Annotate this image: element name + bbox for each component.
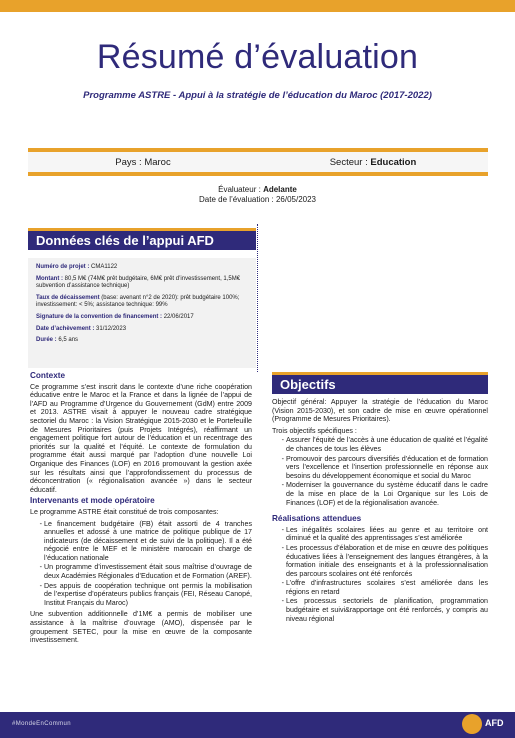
sector-cell <box>258 152 488 172</box>
signature-row: Signature de la convention de financement : 22/06/2017 <box>36 313 194 320</box>
list-item: • Les processus sectoriels de planification, programmation budgétaire et suivi&rapportage ont été renforcés, y compris au niveau régional <box>286 597 488 623</box>
project-number-row: Numéro de projet : CMA1122 <box>36 264 118 270</box>
key-data-heading: Données clés de l’appui AFD <box>28 228 256 250</box>
afd-logo-icon <box>462 714 482 734</box>
evaluator-label: Évaluateur : <box>218 185 261 194</box>
general-objective: Objectif général: Appuyer la stratégie de l’éducation du Maroc (Vision 2015-2030), et son cadre de mise en œuvre opérationnel (Programme de Mesures Prioritaires). <box>272 398 488 424</box>
objectives-list <box>272 436 488 507</box>
page-title: Résumé d’évaluation <box>96 38 419 76</box>
country-label: Pays : <box>115 156 142 168</box>
results-list <box>272 526 488 624</box>
right-column <box>272 398 488 626</box>
sector-label: Secteur : <box>329 156 368 168</box>
country-value: Maroc <box>144 156 171 168</box>
page-subtitle: Programme ASTRE - Appui à la stratégie de l’éducation du Maroc (2017-2022) <box>83 90 432 101</box>
afd-logo-text: AFD <box>485 718 504 728</box>
context-text: Ce programme s’est inscrit dans le contexte d’une riche coopération éducative entre le Maroc et la France et dans la lignée de l’appui de l’AFD au Programme d’Urgence du Gouvernement (GdM) entre 2009 et 2013. ASTRE visait à appuyer le nouveau cadre stratégique sectoriel du Maroc : la Vision Stratégique 2015-2030 et le Portefeuille de Mesures Prioritaires (puis Projets Intégrés), réaffirmant un engagement politique fort autour de l’éducation et un recentrage des priorités sur la qualité et l’équité. Le contexte de formulation du programme était aussi marqué par l’adoption d’une nouvelle Loi Organique des Finances (LOF) en 2016 promouvant la gestion axée sur les résultats ainsi que l’approfondissement du processus de déconcentration (« régionalisation avancée ») dans le secteur éducatif. <box>30 382 252 494</box>
context-heading: Contexte <box>30 371 66 380</box>
stakeholders-heading: Intervenants et mode opératoire <box>30 496 155 506</box>
specific-objectives-label: Trois objectifs spécifiques : <box>272 426 357 435</box>
list-item: • Des appuis de coopération technique ont permis la mobilisation de l’expertise d’opérateurs publics français (FEI, Réseau Canopé, Institut Français du Maroc) <box>44 582 252 608</box>
key-data-box <box>28 258 256 368</box>
list-item: • Moderniser la gouvernance du système éducatif dans le cadre de la mise en place de la Loi Organique sur les Lois de Finances (LOF) et de la régionalisation avancée. <box>286 481 488 507</box>
disbursement-row: Taux de décaissement (base: avenant n°2 de 2020): prêt budgétaire 100%; investissement: < 5%; assistance technique: 99% <box>36 294 240 309</box>
stakeholders-outro: Une subvention additionnelle d’1M€ a permis de mobiliser une assistance à la maîtrise d’ouvrage (AMO), dispensée par le groupement SETEC, pour la mise en œuvre de la composante investissement. <box>30 610 252 645</box>
objectives-heading: Objectifs <box>272 372 488 394</box>
top-accent-bar <box>0 0 515 12</box>
results-heading: Réalisations attendues <box>272 514 362 524</box>
list-item: • Les processus d’élaboration et de mise en œuvre des politiques éducatives liées à l’enseignement des langues étrangères, à la formation initiale des enseignants et à la professionnalisation des parcours scolaires ont été renforcés <box>286 544 488 578</box>
evaluator-value: Adelante <box>263 185 297 194</box>
list-item: • Le financement budgétaire (FB) était assorti de 4 tranches annuelles et adossé à une matrice de politique publique de 17 indicateurs (de décaissement et de suivi de la politique). Il a été négocié entre le MEF et le ministère marocain en charge de l’éducation nationale <box>44 520 252 563</box>
list-item: • Assurer l’équité de l’accès à une éducation de qualité et l’égalité de chances de tous les élèves <box>286 436 488 453</box>
eval-date-label: Date de l’évaluation : <box>199 195 274 204</box>
column-divider <box>257 224 258 372</box>
completion-row: Date d’achèvement : 31/12/2023 <box>36 325 127 332</box>
footer-bar <box>0 712 515 738</box>
evaluation-info <box>0 185 515 205</box>
amount-row: Montant : 80,5 M€ (74M€ prêt budgétaire, 6M€ prêt d’investissement, 1,5M€ subvention d’assistance technique) <box>36 275 241 290</box>
footer-hashtag: #MondeEnCommun <box>12 721 71 727</box>
country-cell <box>28 152 258 172</box>
eval-date-value: 26/05/2023 <box>275 195 316 204</box>
duration-row: Durée : 6,5 ans <box>36 337 79 344</box>
components-list <box>30 520 252 608</box>
info-bar <box>28 148 488 176</box>
list-item: • Les inégalités scolaires liées au genre et au territoire ont diminué et la qualité des apprentissages s’est améliorée <box>286 526 488 543</box>
stakeholders-intro: Le programme ASTRE était constitué de trois composantes: <box>30 507 219 516</box>
left-column <box>30 372 252 648</box>
list-item: • L’offre d’infrastructures scolaires s’est améliorée dans les régions en retard <box>286 579 488 596</box>
list-item: • Promouvoir des parcours diversifiés d’éducation et de formation vers l’excellence et l’insertion professionnelle en réponse aux besoins du développement économique et social du Maroc <box>286 455 488 481</box>
list-item: • Un programme d’investissement était sous maîtrise d’ouvrage de deux Académies Régionales d’Education et de Formation (AREF). <box>44 563 252 580</box>
sector-value: Education <box>370 156 417 168</box>
